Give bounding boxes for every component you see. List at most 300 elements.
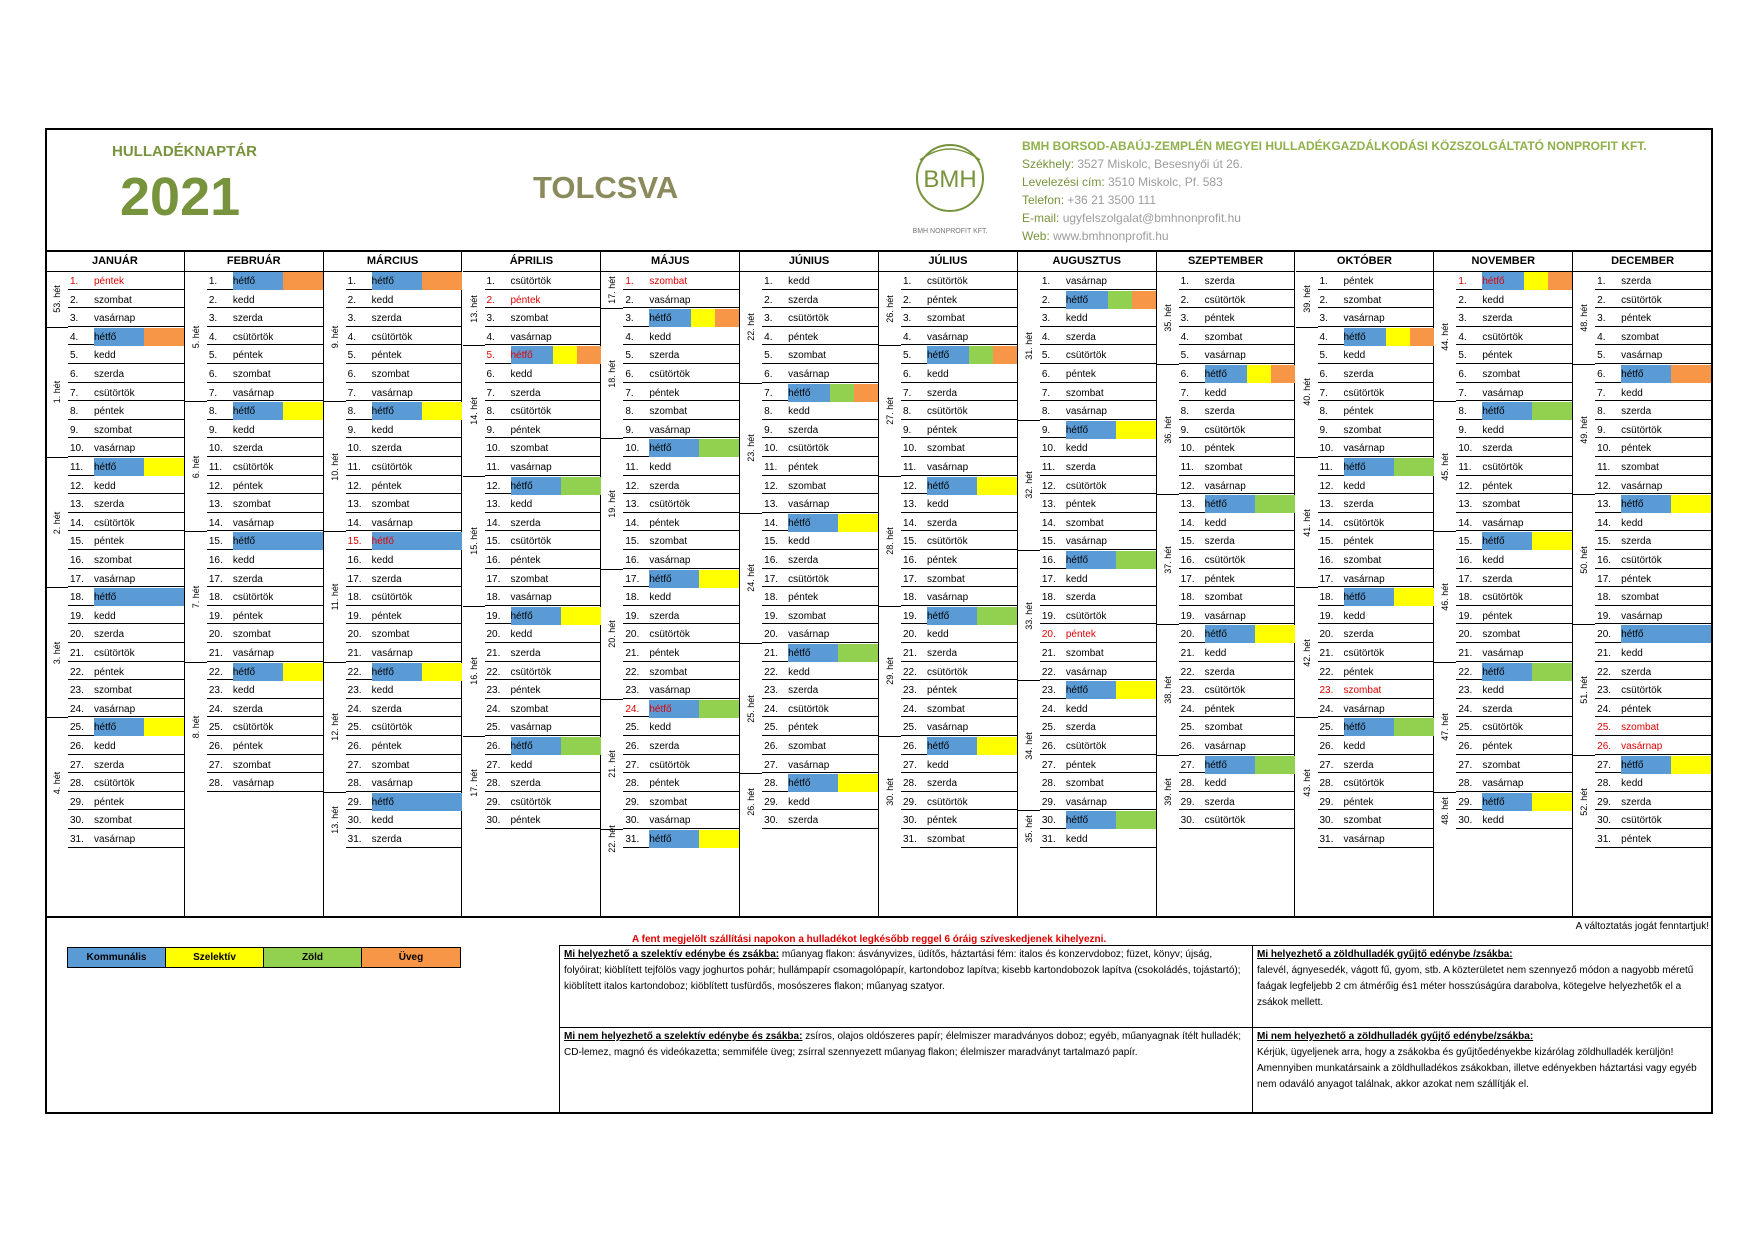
month-4 [463, 251, 602, 916]
day-row [68, 364, 184, 383]
day-number: 8. [70, 406, 79, 418]
day-number: 22. [486, 666, 501, 678]
day-name: vasárnap [1482, 387, 1524, 399]
day-name: szerda [1065, 592, 1096, 604]
day-row [485, 327, 601, 346]
day-name: vasárnap [788, 629, 830, 641]
day-name: csütörtök [927, 666, 968, 678]
day-row [346, 290, 462, 309]
day-number: 16. [70, 555, 84, 566]
day-name: kedd [1065, 573, 1088, 585]
day-row [1456, 531, 1572, 550]
day-name: vasárnap [1343, 313, 1385, 325]
day-row [1456, 624, 1572, 643]
day-name: kedd [510, 369, 533, 380]
day-row [1040, 606, 1156, 625]
day-row [623, 736, 739, 755]
day-row [623, 792, 739, 811]
day-name: szerda [94, 369, 125, 380]
week-number: 17. hét [601, 271, 623, 308]
day-row [346, 662, 462, 681]
day-number: 17. [486, 573, 501, 585]
day-number: 8. [1041, 406, 1051, 418]
day-row [1318, 457, 1434, 476]
day-name: kedd [94, 610, 116, 622]
day-number: 29. [70, 796, 84, 808]
day-row [68, 550, 184, 569]
day-number: 12. [1041, 480, 1056, 492]
day-number: 20. [1180, 629, 1195, 641]
day-name: csütörtök [371, 592, 413, 604]
day-row [1456, 587, 1572, 606]
day-number: 12. [625, 480, 640, 492]
day-name: csütörtök [1482, 331, 1523, 343]
day-name: kedd [649, 722, 672, 734]
company-line: E-mail: ugyfelszolgalat@bmhnonprofit.hu [1022, 211, 1241, 225]
day-number: 7. [764, 387, 773, 399]
day-number: 16. [347, 555, 362, 566]
day-name: szombat [788, 741, 826, 752]
day-row [485, 773, 601, 792]
day-number: 5. [1180, 350, 1189, 362]
day-row [1040, 717, 1156, 736]
day-name: szerda [1343, 369, 1374, 380]
day-name: hétfő [1343, 462, 1366, 473]
day-row [762, 717, 878, 736]
day-name: csütörtök [1204, 424, 1246, 436]
day-number: 1. [1597, 276, 1606, 287]
day-name: hétfő [927, 610, 950, 622]
day-number: 13. [1180, 499, 1195, 511]
day-row [207, 457, 323, 476]
day-number: 13. [1597, 499, 1612, 511]
day-row [1040, 792, 1156, 811]
day-name: szombat [1065, 778, 1104, 790]
day-number: 27. [1458, 759, 1473, 771]
day-row [1318, 308, 1434, 327]
day-row [1456, 736, 1572, 755]
day-name: hétfő [94, 722, 117, 734]
day-name: csütörtök [649, 759, 690, 771]
day-name: szombat [1343, 685, 1382, 697]
day-name: szerda [1482, 703, 1513, 715]
day-row [485, 810, 601, 829]
day-number: 8. [1319, 406, 1328, 418]
day-row [762, 736, 878, 755]
selective-allowed-info: Mi helyezhető a szelektív edénybe és zsákba: műanyag flakon: ásványvizes, üdítős, háztartási fém: italos és konzervdoboz; füzet, könyv; újság, folyóirat; kiöblített tejfölös vagy joghurtos pohár; hullámpapír csomagolópapír, kartondoboz lapítva; kisebb kartondobozok lapítva (csokoládés, tojástartó); kiöblített italos kartondoboz; kiöblített tusfürdős, mosószeres flakon; műanyag szatyor. [564, 949, 1241, 992]
day-name: szombat [1621, 331, 1659, 343]
day-name: kedd [1343, 741, 1366, 752]
calendar-subtitle: HULLADÉKNAPTÁR [112, 143, 257, 160]
day-row [762, 383, 878, 402]
day-row [1040, 290, 1156, 309]
day-name: vasárnap [94, 313, 136, 325]
day-row [1595, 736, 1711, 755]
day-name: csütörtök [510, 796, 552, 808]
day-name: szombat [649, 666, 688, 678]
day-number: 10. [1180, 443, 1195, 455]
day-number: 8. [208, 406, 218, 418]
day-row [1318, 494, 1434, 513]
day-row [68, 736, 184, 755]
day-number: 17. [903, 573, 917, 585]
day-row [1040, 457, 1156, 476]
week-number: 50. hét [1573, 494, 1595, 624]
day-row [901, 476, 1017, 495]
week-number: 35. hét [1157, 271, 1179, 364]
day-number: 25. [1180, 722, 1195, 734]
day-name: szombat [927, 313, 965, 325]
day-number: 31. [625, 834, 640, 845]
day-name: péntek [1482, 480, 1513, 492]
day-row [1179, 401, 1295, 420]
calendar-grid [46, 251, 1712, 916]
day-name: csütörtök [1621, 555, 1662, 566]
day-number: 3. [764, 313, 773, 325]
day-row [485, 513, 601, 532]
day-row [207, 717, 323, 736]
day-name: csütörtök [1621, 424, 1662, 436]
day-row [1179, 513, 1295, 532]
day-name: vasárnap [1065, 406, 1107, 418]
day-number: 10. [1319, 443, 1334, 455]
day-name: szerda [1482, 443, 1513, 455]
day-number: 5. [1319, 350, 1328, 362]
day-number: 17. [625, 573, 640, 585]
day-number: 11. [1597, 462, 1611, 473]
day-row [485, 401, 601, 420]
day-row [623, 755, 739, 774]
day-row [1318, 662, 1434, 681]
day-row [1595, 773, 1711, 792]
day-row [346, 699, 462, 718]
day-number: 15. [1458, 536, 1473, 548]
day-name: szombat [1482, 629, 1521, 641]
day-number: 15. [903, 536, 917, 548]
day-row [207, 755, 323, 774]
selective-forbidden-info: Mi nem helyezhető a szelektív edénybe és zsákba: zsíros, olajos oldószeres papír; élelmiszer maradványos doboz; egyéb, műanyagnak ítélt hulladék; CD-lemez, magnó és videókazetta; semmiféle üveg; zsírral szennyezett műanyag flakon; élelmiszer maradványt tartalmazó papír. [564, 1031, 1242, 1058]
day-name: szombat [1204, 462, 1243, 473]
week-number: 6. hét [185, 401, 207, 531]
day-row [68, 792, 184, 811]
day-number: 15. [1319, 536, 1334, 548]
day-row [346, 810, 462, 829]
day-row [68, 476, 184, 495]
day-name: szombat [927, 443, 965, 455]
day-name: hétfő [1065, 555, 1089, 566]
day-name: hétfő [788, 648, 811, 659]
day-number: 6. [1458, 369, 1467, 380]
day-row [1179, 494, 1295, 513]
day-name: szerda [649, 350, 680, 362]
day-number: 26. [208, 741, 223, 752]
day-number: 1. [70, 276, 79, 287]
day-number: 15. [764, 536, 779, 548]
day-name: kedd [371, 685, 394, 697]
info-top-line [559, 945, 1713, 946]
week-number: 33. hét [1018, 550, 1040, 680]
day-name: szombat [1482, 369, 1521, 380]
day-number: 18. [70, 592, 84, 604]
day-row [623, 476, 739, 495]
day-name: péntek [1482, 741, 1513, 752]
week-number: 21. hét [601, 699, 623, 829]
day-name: szerda [1204, 406, 1235, 418]
day-name: hétfő [1065, 424, 1089, 436]
day-name: vasárnap [1204, 480, 1246, 492]
day-number: 9. [1041, 424, 1051, 436]
day-row [68, 513, 184, 532]
day-name: hétfő [1482, 536, 1505, 548]
day-row [1040, 662, 1156, 681]
day-number: 16. [486, 555, 501, 566]
day-row [1179, 587, 1295, 606]
day-row [1595, 550, 1711, 569]
day-number: 18. [1180, 592, 1195, 604]
day-name: péntek [788, 592, 819, 604]
day-row [485, 755, 601, 774]
week-number: 47. hét [1434, 662, 1456, 792]
day-row [1179, 420, 1295, 439]
day-row [762, 680, 878, 699]
day-name: péntek [1065, 759, 1096, 771]
day-number: 10. [1041, 443, 1056, 455]
day-number: 28. [347, 778, 362, 790]
day-row [762, 550, 878, 569]
day-name: hétfő [1204, 759, 1227, 771]
day-name: péntek [649, 387, 680, 399]
day-name: szombat [788, 350, 826, 362]
day-row [1595, 531, 1711, 550]
day-name: szerda [1621, 666, 1652, 678]
day-name: kedd [94, 350, 116, 362]
calendar-bottom-divider [45, 916, 1713, 918]
day-number: 6. [1319, 369, 1328, 380]
day-name: hétfő [510, 350, 533, 362]
day-name: kedd [1065, 834, 1088, 845]
day-number: 17. [764, 573, 779, 585]
day-name: vasárnap [1621, 480, 1663, 492]
day-name: csütörtök [94, 517, 135, 529]
day-name: csütörtök [232, 722, 274, 734]
day-row [1179, 327, 1295, 346]
day-row [346, 773, 462, 792]
day-name: kedd [788, 406, 810, 418]
day-number: 14. [903, 517, 917, 529]
day-row [207, 624, 323, 643]
day-number: 11. [764, 462, 778, 473]
day-number: 3. [1319, 313, 1328, 325]
day-number: 12. [208, 480, 223, 492]
day-row [623, 457, 739, 476]
day-number: 18. [208, 592, 223, 604]
day-name: csütörtök [927, 536, 968, 548]
day-name: csütörtök [510, 536, 552, 548]
day-number: 17. [208, 573, 223, 585]
day-row [1595, 792, 1711, 811]
company-info [1022, 137, 1647, 245]
day-row [207, 327, 323, 346]
day-row [68, 773, 184, 792]
day-row [762, 810, 878, 829]
day-row [1595, 717, 1711, 736]
day-name: csütörtök [1621, 685, 1662, 697]
day-name: kedd [649, 462, 672, 473]
day-number: 7. [1319, 387, 1328, 399]
day-row [623, 699, 739, 718]
day-name: péntek [927, 685, 958, 697]
day-name: hétfő [1343, 331, 1366, 343]
day-row [1040, 345, 1156, 364]
day-row [1179, 810, 1295, 829]
legend-uveg: Üveg [362, 948, 460, 967]
day-number: 11. [347, 462, 361, 473]
day-row [1040, 829, 1156, 848]
day-name: vasárnap [1621, 741, 1663, 752]
day-name: szerda [649, 480, 680, 492]
month-name: DECEMBER [1573, 251, 1712, 272]
company-line: Székhely: 3527 Miskolc, Besesnyői út 26. [1022, 157, 1243, 171]
day-number: 1. [1041, 276, 1051, 287]
day-number: 29. [1458, 796, 1473, 808]
day-name: szombat [927, 834, 965, 845]
month-10 [1296, 251, 1435, 916]
day-number: 14. [208, 517, 223, 529]
week-number: 13. hét [324, 792, 346, 848]
day-number: 6. [1597, 369, 1606, 380]
week-number: 43. hét [1296, 717, 1318, 847]
day-row [1040, 383, 1156, 402]
day-number: 24. [70, 703, 84, 715]
day-number: 24. [1041, 703, 1056, 715]
day-row [1040, 327, 1156, 346]
week-number: 24. hét [740, 513, 762, 643]
day-name: szombat [232, 499, 271, 511]
day-row [1040, 680, 1156, 699]
day-row [207, 308, 323, 327]
day-row [1318, 364, 1434, 383]
day-number: 23. [625, 685, 640, 697]
day-row [346, 717, 462, 736]
day-row [1456, 476, 1572, 495]
day-row [901, 345, 1017, 364]
day-number: 2. [1180, 294, 1189, 306]
day-row [1179, 345, 1295, 364]
month-name: MÁRCIUS [324, 251, 462, 272]
day-row [901, 587, 1017, 606]
day-row [1040, 494, 1156, 513]
week-number: 40. hét [1296, 327, 1318, 457]
day-row [901, 383, 1017, 402]
day-row [623, 587, 739, 606]
week-number: 9. hét [324, 271, 346, 401]
day-number: 31. [1597, 834, 1612, 845]
day-number: 8. [1458, 406, 1467, 418]
day-number: 27. [347, 759, 362, 771]
day-number: 25. [625, 722, 640, 734]
month-name: MÁJUS [601, 251, 739, 272]
day-name: szombat [1065, 387, 1104, 399]
day-row [1040, 736, 1156, 755]
day-name: hétfő [1343, 592, 1366, 604]
day-row [762, 699, 878, 718]
day-row [623, 383, 739, 402]
day-row [1595, 829, 1711, 848]
day-row [1318, 829, 1434, 848]
day-name: vasárnap [232, 387, 274, 399]
day-number: 14. [486, 517, 501, 529]
day-row [623, 513, 739, 532]
day-name: csütörtök [927, 276, 968, 287]
day-row [68, 494, 184, 513]
day-number: 4. [903, 331, 912, 343]
day-name: péntek [1343, 276, 1374, 287]
day-name: vasárnap [371, 778, 413, 790]
day-number: 11. [1041, 462, 1055, 473]
day-name: csütörtök [649, 499, 690, 511]
day-row [1040, 271, 1156, 290]
day-number: 23. [70, 685, 84, 697]
day-row [346, 513, 462, 532]
day-number: 9. [1180, 424, 1189, 436]
day-row [68, 643, 184, 662]
day-name: péntek [788, 331, 819, 343]
month-1 [46, 251, 185, 916]
day-name: hétfő [510, 610, 533, 622]
day-row [1040, 401, 1156, 420]
day-number: 24. [625, 703, 640, 715]
week-number: 39. hét [1296, 271, 1318, 327]
day-row [623, 662, 739, 681]
day-number: 3. [625, 313, 634, 325]
day-number: 7. [903, 387, 912, 399]
day-number: 4. [1180, 331, 1189, 343]
week-number: 10. hét [324, 401, 346, 531]
day-number: 7. [1180, 387, 1189, 399]
day-row [68, 699, 184, 718]
day-number: 29. [764, 796, 779, 808]
day-row [1179, 271, 1295, 290]
day-name: szombat [1204, 722, 1243, 734]
day-name: kedd [1065, 313, 1088, 325]
day-row [1456, 699, 1572, 718]
day-name: szerda [94, 629, 125, 641]
day-name: péntek [510, 685, 541, 697]
day-name: kedd [371, 294, 394, 306]
month-name: JÚLIUS [879, 251, 1017, 272]
day-number: 3. [1458, 313, 1467, 325]
day-row [346, 420, 462, 439]
day-number: 23. [208, 685, 223, 697]
day-number: 30. [1458, 815, 1473, 827]
day-row [623, 680, 739, 699]
day-number: 30. [486, 815, 501, 827]
day-row [485, 457, 601, 476]
day-row [762, 494, 878, 513]
day-name: péntek [232, 480, 263, 492]
day-number: 23. [1597, 685, 1612, 697]
day-number: 27. [625, 759, 640, 771]
calendar-year: 2021 [120, 167, 241, 227]
week-number: 11. hét [324, 531, 346, 661]
day-number: 14. [1180, 517, 1195, 529]
day-number: 24. [208, 703, 223, 715]
day-row [346, 364, 462, 383]
month-name: JANUÁR [46, 251, 184, 272]
day-name: péntek [510, 294, 541, 306]
day-number: 27. [208, 759, 223, 771]
day-row [1456, 513, 1572, 532]
